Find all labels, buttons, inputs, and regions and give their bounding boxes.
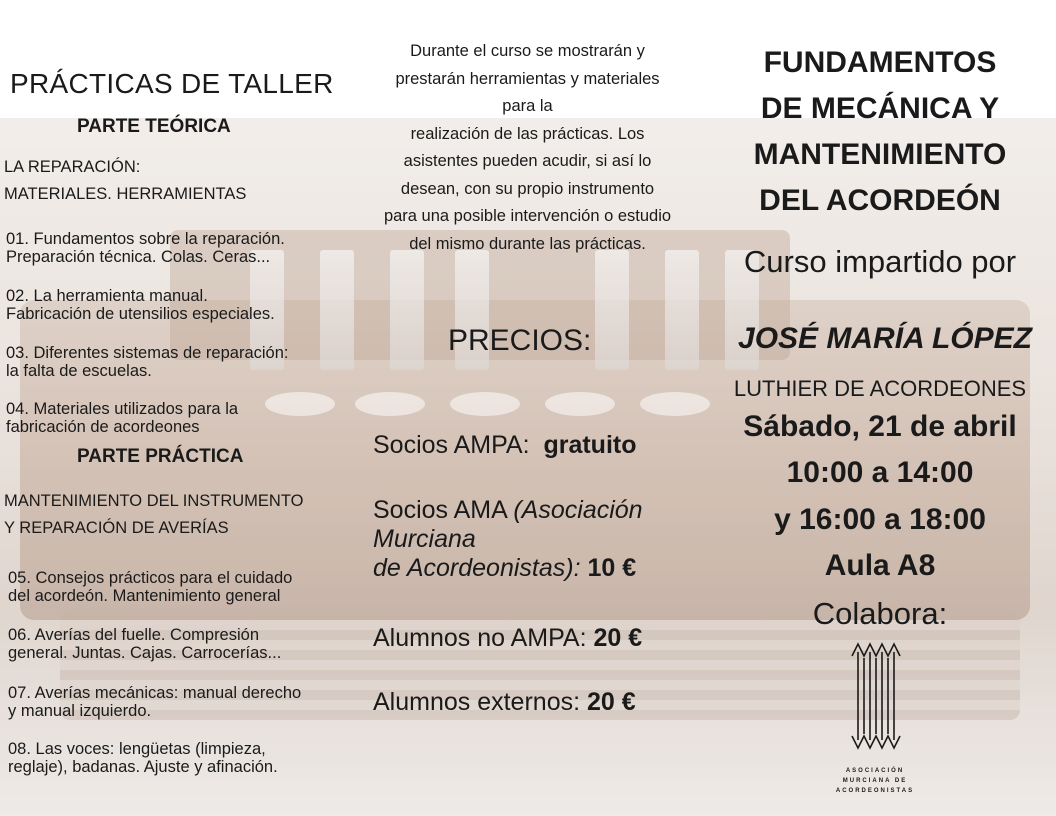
intro-line: prestarán herramientas y materiales [395,69,660,88]
intro-line: asistentes pueden acudir, si así lo [403,152,652,170]
course-time-afternoon: y 16:00 a 18:00 [774,503,986,536]
ama-logo-icon [848,640,904,752]
collaborates-label: Colabora: [812,596,948,631]
price-value: 10 € [587,554,637,582]
intro-line: realización de las prácticas. Los [410,124,645,143]
list-item-line: del acordeón. Mantenimiento general [8,587,281,605]
list-item-line: 06. Averías del fuelle. Compresión [8,626,260,644]
section-heading-practicas: PRÁCTICAS DE TALLER [10,68,334,99]
price-label-note: (Asociación [513,496,643,524]
list-item [8,684,301,720]
practice-topic-line: MANTENIMIENTO DEL INSTRUMENTO [4,492,304,510]
list-item-line: 03. Diferentes sistemas de reparación: [6,344,289,362]
price-value: 20 € [593,624,643,652]
intro-line: para la [502,97,553,115]
course-room: Aula A8 [824,549,936,582]
price-value: gratuito [543,431,637,459]
list-item [6,344,288,380]
title-line: MANTENIMIENTO [753,138,1007,171]
price-label-note: Murciana [373,525,476,553]
intro-line: del mismo durante las prácticas. [409,234,646,253]
course-intro [355,38,700,258]
price-label: Alumnos no AMPA: [373,624,587,652]
taught-by: Curso impartido por [743,244,1017,279]
course-date: Sábado, 21 de abril [743,410,1017,443]
price-no-ampa [373,624,642,653]
theory-topic-line: LA REPARACIÓN: [4,158,141,176]
list-item-line: 04. Materiales utilizados para la [6,400,239,418]
practice-topic [4,488,303,542]
list-item-line: Fabricación de utensilios especiales. [6,305,275,323]
list-item [8,740,278,776]
list-item-line: Preparación técnica. Colas. Ceras... [6,248,271,266]
logo-text-line: ACORDEONISTAS [835,788,915,794]
list-item [6,400,238,436]
prices-heading: PRECIOS: [448,324,592,357]
course-time-morning: 10:00 a 14:00 [786,456,974,489]
list-item-line: y manual izquierdo. [8,702,152,720]
price-label: Socios AMPA: [373,431,530,459]
list-item-line: 07. Averías mecánicas: manual derecho [8,684,302,702]
list-item [6,287,275,323]
list-item-line: reglaje), badanas. Ajuste y afinación. [8,758,278,776]
list-item [8,626,281,662]
teacher-name: JOSÉ MARÍA LÓPEZ [738,322,1032,355]
theory-topic [4,154,246,208]
ama-logo-text [815,766,935,796]
title-line: DE MECÁNICA Y [760,92,1000,125]
theory-topic-line: MATERIALES. HERRAMIENTAS [4,185,247,203]
list-item-line: la falta de escuelas. [6,362,152,380]
price-label: Alumnos externos: [373,688,581,716]
list-item [6,230,285,266]
list-item-line: general. Juntas. Cajas. Carrocerías... [8,644,282,662]
price-ampa [373,431,637,460]
intro-line: para una posible intervención o estudio [383,207,672,225]
logo-text-line: MURCIANA DE [842,778,908,784]
price-label-note: de Acordeonistas): [373,554,581,582]
list-item-line: 01. Fundamentos sobre la reparación. [6,230,285,248]
intro-line: Durante el curso se mostrarán y [410,42,645,60]
list-item-line: 08. Las voces: lengüetas (limpieza, [8,740,266,758]
title-line: DEL ACORDEÓN [759,184,1001,217]
title-line: FUNDAMENTOS [763,46,997,79]
practice-title: PARTE PRÁCTICA [77,446,244,467]
list-item [8,569,292,605]
list-item-line: fabricación de acordeones [6,418,200,436]
theory-title: PARTE TEÓRICA [77,116,231,137]
intro-line: desean, con su propio instrumento [400,179,655,198]
price-external [373,688,636,717]
logo-text-line: ASOCIACIÓN [845,768,905,774]
teacher-role: LUTHIER DE ACORDEONES [733,376,1027,401]
price-label: Socios AMA [373,496,507,524]
price-ama [373,496,703,583]
practice-topic-line: Y REPARACIÓN DE AVERÍAS [4,519,229,537]
course-title [715,40,1045,224]
list-item-line: 05. Consejos prácticos para el cuidado [8,569,293,587]
list-item-line: 02. La herramienta manual. [6,287,208,305]
price-value: 20 € [587,688,636,716]
